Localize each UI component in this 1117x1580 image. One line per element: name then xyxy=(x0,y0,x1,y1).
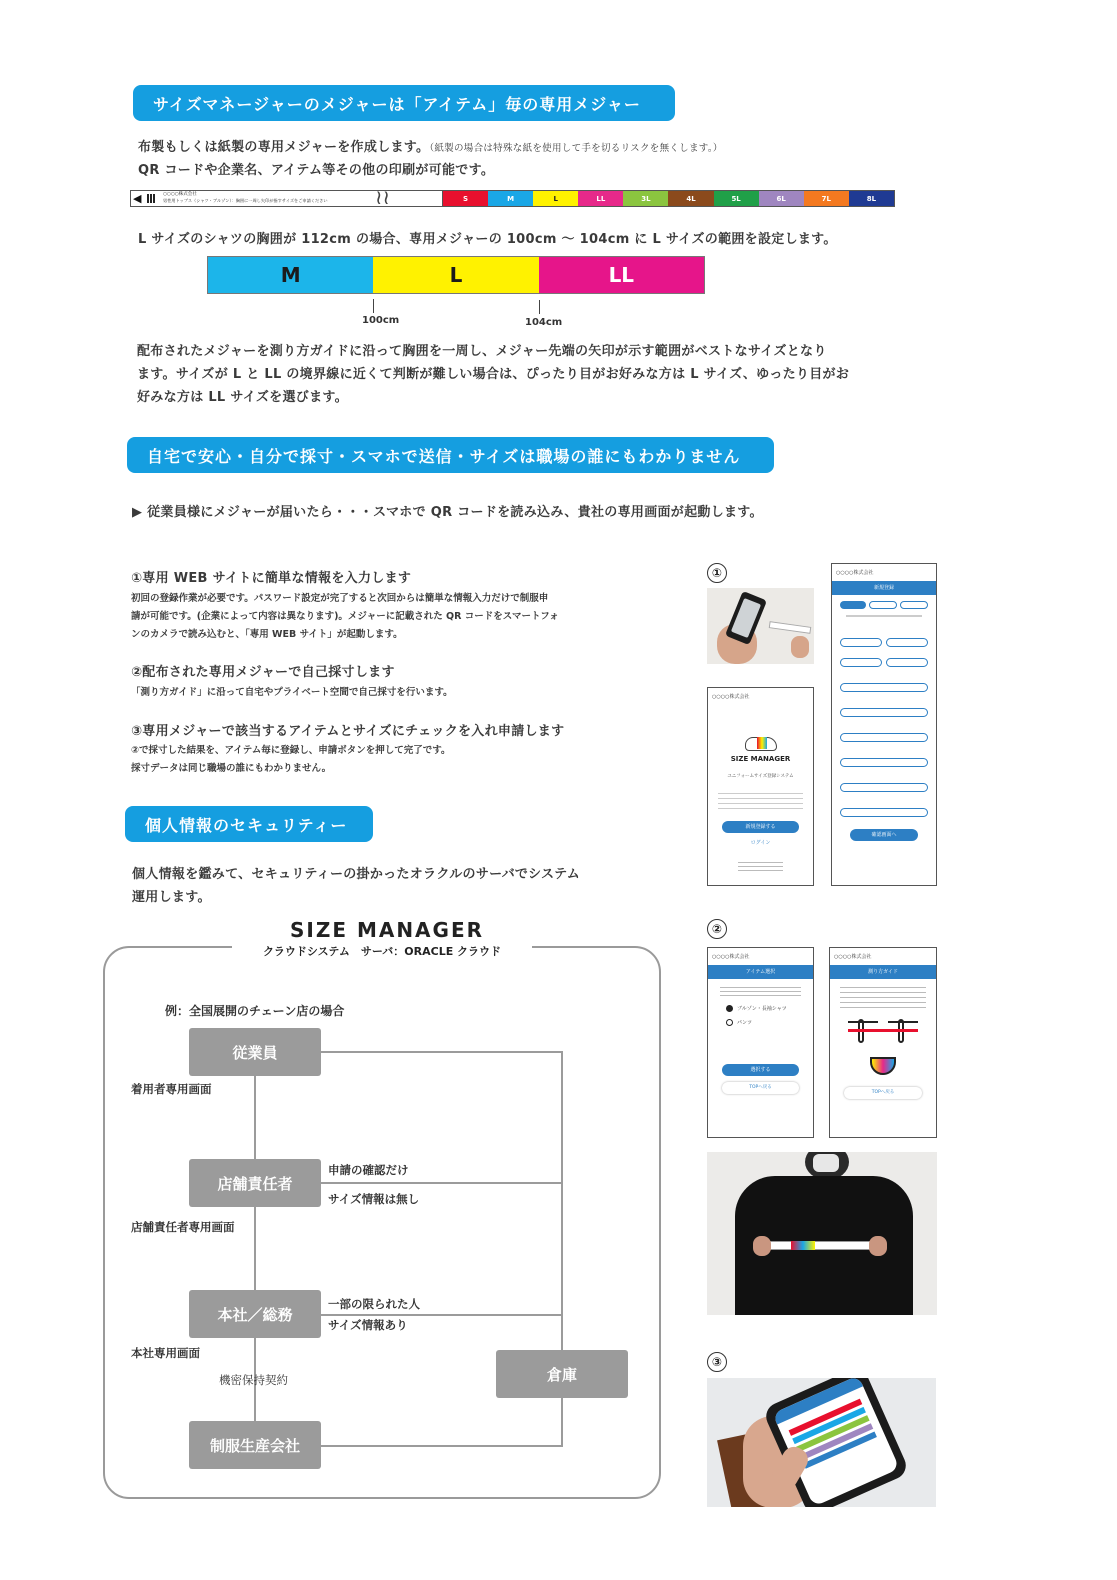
phone-login-screen xyxy=(707,687,814,886)
marker-1: ① xyxy=(707,563,727,583)
explanation-line1: 配布されたメジャーを測り方ガイドに沿って胸囲を一周し、メジャー先端の矢印が示す範囲がベストなサイズとなり xyxy=(137,344,827,359)
tape-size-3l: 3L xyxy=(623,191,668,206)
section1-heading: サイズマネージャーのメジャーは「アイテム」毎の専用メジャー xyxy=(133,85,675,121)
unchecked-radio-icon[interactable] xyxy=(726,1019,733,1026)
explanation-line2: ます。サイズが L と LL の境界線に近くて判断が難しい場合は、ぴったり目がお好みな方は L サイズ、ゆったり目がお xyxy=(137,367,850,382)
label-hq-screen: 本社専用画面 xyxy=(131,1346,200,1360)
phone-register-company: ○○○○株式会社 xyxy=(836,570,874,576)
tape-size-m: M xyxy=(488,191,533,206)
label-store-note2: サイズ情報は無し xyxy=(328,1192,420,1206)
step2-line1: 「測り方ガイド」に沿って自宅やプライベート空間で自己採寸を行います。 xyxy=(131,687,453,698)
phone-measure-guide xyxy=(829,947,937,1138)
phone-item-title: アイテム選択 xyxy=(708,965,813,979)
phone-guide-top-link[interactable]: TOPへ戻る xyxy=(844,1087,922,1099)
step3-title: ③専用メジャーで該当するアイテムとサイズにチェックを入れ申請します xyxy=(131,724,565,739)
size-example-text: L サイズのシャツの胸囲が 112cm の場合、専用メジャーの 100cm ～ 104cm に L サイズの範囲を設定します。 xyxy=(138,232,837,247)
diagram-example: 例：全国展開のチェーン店の場合 xyxy=(165,1004,345,1018)
tick-104cm xyxy=(539,300,540,314)
connector-hq-right xyxy=(321,1314,563,1316)
tick-104cm-label: 104cm xyxy=(525,317,563,328)
tick-100cm-label: 100cm xyxy=(362,315,400,326)
qr-code-icon xyxy=(147,194,156,203)
label-nda: 機密保持契約 xyxy=(219,1373,288,1387)
section1-line1-note: （紙製の場合は特殊な紙を使用して手を切るリスクを無くします。） xyxy=(429,143,723,154)
step3-line1: ②で採寸した結果を、アイテム毎に登録し、申請ボタンを押して完了です。 xyxy=(131,745,451,756)
section3-heading: 個人情報のセキュリティー xyxy=(125,806,373,842)
checked-radio-icon[interactable] xyxy=(726,1005,733,1012)
phone-register-form xyxy=(831,563,937,886)
tick-100cm xyxy=(373,299,374,313)
measure-figure-icon xyxy=(844,1017,922,1057)
phone-guide-title: 測り方ガイド xyxy=(830,965,936,979)
section1-line2: QR コードや企業名、アイテム等その他の印刷が可能です。 xyxy=(138,163,495,178)
node-warehouse: 倉庫 xyxy=(496,1350,628,1398)
photo-measuring-chest xyxy=(707,1152,937,1315)
phone-login-company: ○○○○株式会社 xyxy=(712,694,750,700)
step1-line2: 請が可能です。(企業によって内容は異なります)。メジャーに記載された QR コードをスマートフォ xyxy=(131,611,559,622)
step2-title: ②配布された専用メジャーで自己採寸します xyxy=(131,665,395,680)
connector-store-right xyxy=(321,1182,563,1184)
size-manager-logo: SIZE MANAGER xyxy=(289,918,485,942)
size-segment-l: L xyxy=(373,257,538,293)
phone-confirm-button[interactable]: 確認画面へ xyxy=(850,829,918,841)
step3-line2: 採寸データは同じ職場の誰にもわかりません。 xyxy=(131,763,332,774)
phone-item-top-link[interactable]: TOPへ戻る xyxy=(722,1082,799,1094)
phone-option1: ブルゾン・長袖シャツ xyxy=(737,1006,787,1012)
phone-login-link[interactable]: ログイン xyxy=(750,840,771,846)
phone-brand-sub: ユニフォームサイズ登録システム xyxy=(727,774,794,779)
phone-item-select xyxy=(707,947,814,1138)
measuring-tape xyxy=(130,185,895,209)
marker-2: ② xyxy=(707,919,727,939)
section3-line1: 個人情報を鑑みて、セキュリティーの掛かったオラクルのサーバでシステム xyxy=(132,867,581,882)
tape-size-6l: 6L xyxy=(759,191,804,206)
tape-size-4l: 4L xyxy=(668,191,713,206)
section1-line1-main: 布製もしくは紙製の専用メジャーを作成します。 xyxy=(138,140,430,155)
node-hq: 本社／総務 xyxy=(189,1290,321,1338)
label-hq-note2: サイズ情報あり xyxy=(328,1318,408,1332)
rhino-logo-icon xyxy=(741,733,781,753)
node-factory: 制服生産会社 xyxy=(189,1421,321,1469)
phone-register-button[interactable]: 新規登録する xyxy=(722,821,799,833)
explanation-line3: 好みな方は LL サイズを選びます。 xyxy=(137,390,348,405)
connector-factory-right xyxy=(321,1445,563,1447)
tape-break-icon: ≀≀ xyxy=(375,185,390,209)
phone-brand: SIZE MANAGER xyxy=(730,755,791,763)
tape-size-l: L xyxy=(533,191,578,206)
label-hq-note1: 一部の限られた人 xyxy=(328,1297,420,1311)
tape-size-5l: 5L xyxy=(714,191,759,206)
phone-select-button[interactable]: 選択する xyxy=(722,1064,799,1076)
phone-register-title: 新規登録 xyxy=(832,581,936,595)
label-store-note1: 申請の確認だけ xyxy=(328,1163,409,1177)
marker-3: ③ xyxy=(707,1352,727,1372)
diagram-subtitle: クラウドシステム サーバ：ORACLE クラウド xyxy=(262,945,502,958)
photo-smartphone-app xyxy=(707,1378,936,1507)
section3-line2: 運用します。 xyxy=(132,890,211,905)
node-employee: 従業員 xyxy=(189,1028,321,1076)
label-store-screen: 店舗責任者専用画面 xyxy=(131,1220,235,1234)
section2-heading: 自宅で安心・自分で採寸・スマホで送信・サイズは職場の誰にもわかりません xyxy=(127,437,774,473)
section1-line1 xyxy=(138,136,723,155)
tape-size-7l: 7L xyxy=(804,191,849,206)
connector-vertical-left xyxy=(254,1076,256,1422)
tape-size-s: S xyxy=(443,191,488,206)
phone-guide-company: ○○○○株式会社 xyxy=(834,954,872,960)
step1-title: ①専用 WEB サイトに簡単な情報を入力します xyxy=(131,571,412,586)
tape-company: ○○○○株式会社 xyxy=(163,192,197,197)
size-segment-ll: LL xyxy=(539,257,704,293)
tape-item: 男性用トップス（シャツ・ブルゾン）：胸囲に一周し矢印が指すサイズをご申請ください xyxy=(163,198,328,203)
tape-header xyxy=(131,185,443,209)
label-employee-screen: 着用者専用画面 xyxy=(131,1082,212,1096)
section2-intro: ▶ 従業員様にメジャーが届いたら・・・スマホで QR コードを読み込み、貴社の専用画面が起動します。 xyxy=(132,505,763,520)
tape-roll-icon xyxy=(870,1057,896,1075)
tape-size-8l: 8L xyxy=(849,191,894,206)
tape-size-ll: LL xyxy=(578,191,623,206)
photo-scanning-qr xyxy=(707,588,814,664)
step1-line1: 初回の登録作業が必要です。パスワード設定が完了すると次回からは簡単な情報入力だけで制服申 xyxy=(131,593,549,604)
arrow-left-icon: ◀ xyxy=(133,192,142,205)
size-range-bar xyxy=(207,256,705,294)
phone-item-company: ○○○○株式会社 xyxy=(712,954,750,960)
step1-line3: ンのカメラで読み込むと、「専用 WEB サイト」が起動します。 xyxy=(131,629,403,640)
size-segment-m: M xyxy=(208,257,373,293)
phone-option2: パンツ xyxy=(737,1020,753,1026)
node-store-manager: 店舗責任者 xyxy=(189,1159,321,1207)
connector-employee-right xyxy=(321,1051,563,1053)
